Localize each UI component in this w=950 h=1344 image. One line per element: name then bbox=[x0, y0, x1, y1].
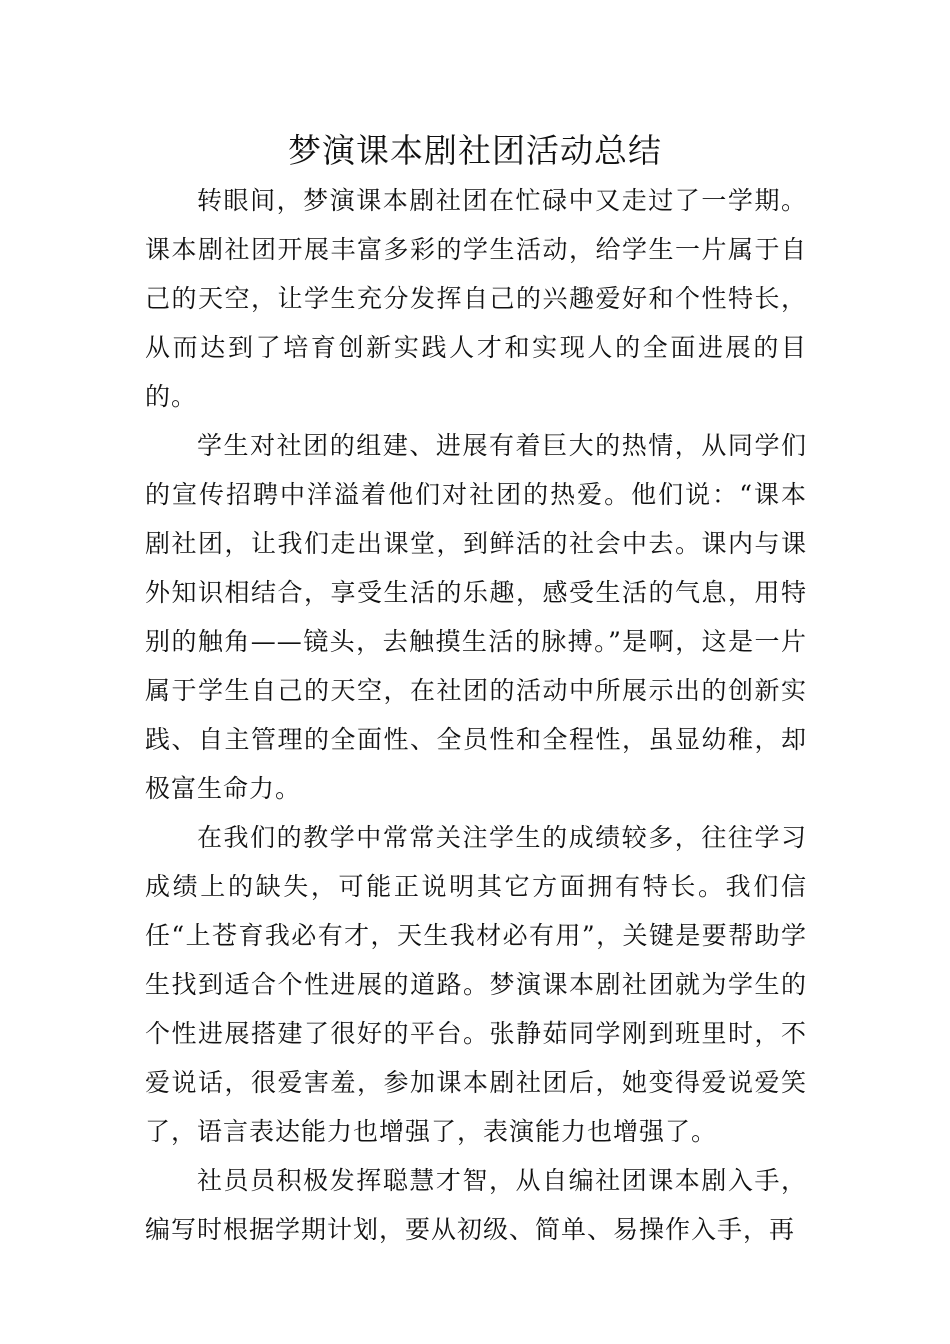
paragraph-2: 学生对社团的组建、进展有着巨大的热情，从同学们的宣传招聘中洋溢着他们对社团的热爱。他们说：“课本剧社团，让我们走出课堂，到鲜活的社会中去。课内与课外知识相结合，享受生活的乐趣，感受生活的气息，用特别的触角——镜头，去触摸生活的脉搏。”是啊，这是一片属于学生自己的天空，在社团的活动中所展示出的创新实践、自主管理的全面性、全员性和全程性，虽显幼稚，却极富生命力。 bbox=[145, 431, 807, 803]
document-body bbox=[145, 176, 807, 1254]
document-title: 梦演课本剧社团活动总结 bbox=[288, 131, 662, 170]
paragraph-3: 在我们的教学中常常关注学生的成绩较多，往往学习成绩上的缺失，可能正说明其它方面拥有特长。我们信任“上苍育我必有才，天生我材必有用”，关键是要帮助学生找到适合个性进展的道路。梦演课本剧社团就为学生的个性进展搭建了很好的平台。张静茹同学刚到班里时，不爱说话，很爱害羞，参加课本剧社团后，她变得爱说爱笑了，语言表达能力也增强了，表演能力也增强了。 bbox=[145, 823, 807, 1146]
paragraph-1: 转眼间，梦演课本剧社团在忙碌中又走过了一学期。课本剧社团开展丰富多彩的学生活动，给学生一片属于自己的天空，让学生充分发挥自己的兴趣爱好和个性特长，从而达到了培育创新实践人才和实现人的全面进展的目的。 bbox=[145, 186, 807, 411]
paragraph-4: 社员员积极发挥聪慧才智，从自编社团课本剧入手，编写时根据学期计划，要从初级、简单、易操作入手，再 bbox=[145, 1166, 807, 1244]
